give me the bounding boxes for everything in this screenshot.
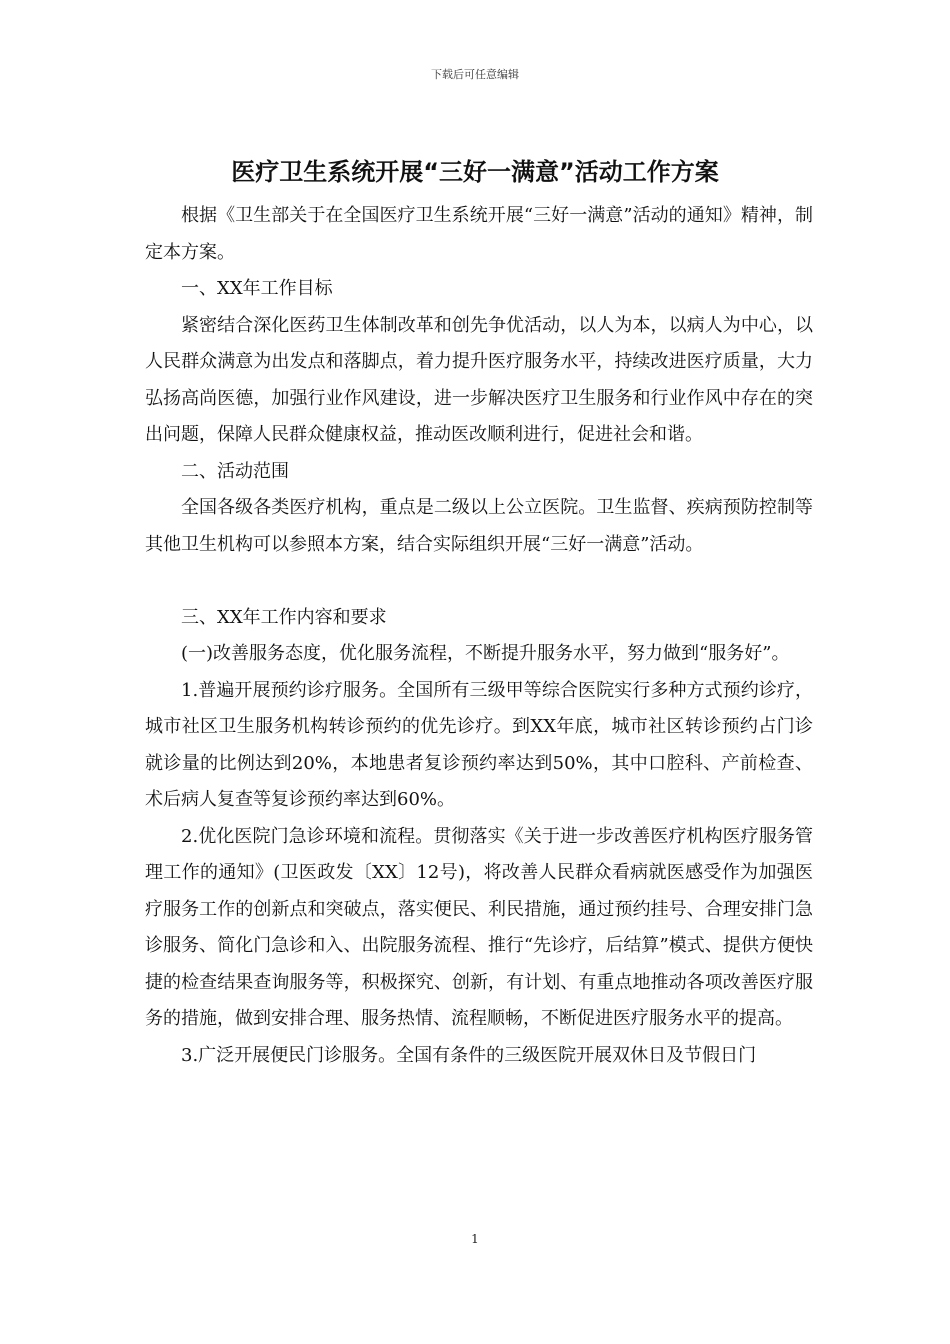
header-note: 下载后可任意编辑 — [431, 68, 519, 81]
paragraph-goals: 紧密结合深化医药卫生体制改革和创先争优活动，以人为本，以病人为中心，以人民群众满意为出发点和落脚点，着力提升医疗服务水平，持续改进医疗质量，大力弘扬高尚医德，加强行业作风建设，进一步解决医疗卫生服务和行业作风中存在的突出问题，保障人民群众健康权益，推动医改顺利进行，促进社会和谐。 — [145, 314, 813, 445]
paragraph-intro: 根据《卫生部关于在全国医疗卫生系统开展“三好一满意”活动的通知》精神，制定本方案。 — [145, 205, 813, 263]
subheading-service: (一)改善服务态度，优化服务流程，不断提升服务水平，努力做到“服务好”。 — [181, 643, 790, 664]
page-number: 1 — [471, 1232, 479, 1246]
heading-scope: 二、活动范围 — [181, 460, 289, 482]
heading-goals: 一、XX年工作目标 — [181, 278, 333, 299]
paragraph-scope: 全国各级各类医疗机构，重点是二级以上公立医院。卫生监督、疾病预防控制等其他卫生机构可以参照本方案，结合实际组织开展“三好一满意”活动。 — [145, 497, 813, 555]
heading-content: 三、XX年工作内容和要求 — [181, 606, 387, 628]
paragraph-item-2: 2.优化医院门急诊环境和流程。贯彻落实《关于进一步改善医疗机构医疗服务管理工作的通知》(卫医政发〔XX〕12号)，将改善人民群众看病就医感受作为加强医疗服务工作的创新点和突破点，落实便民、利民措施，通过预约挂号、合理安排门急诊服务、简化门急诊和入、出院服务流程、推行“先诊疗，后结算”模式、提供方便快捷的检查结果查询服务等，积极探究、创新，有计划、有重点地推动各项改善医疗服务的措施，做到安排合理、服务热情、流程顺畅，不断促进医疗服务水平的提高。 — [145, 825, 813, 1029]
paragraph-item-3: 3.广泛开展便民门诊服务。全国有条件的三级医院开展双休日及节假日门 — [181, 1044, 757, 1066]
paragraph-spacer — [145, 563, 813, 600]
document-body — [145, 198, 813, 1074]
document-title: 医疗卫生系统开展“三好一满意”活动工作方案 — [231, 158, 719, 186]
paragraph-item-1: 1.普遍开展预约诊疗服务。全国所有三级甲等综合医院实行多种方式预约诊疗，城市社区卫生服务机构转诊预约的优先诊疗。到XX年底，城市社区转诊预约占门诊就诊量的比例达到20%，本地患者复诊预约率达到50%，其中口腔科、产前检查、术后病人复查等复诊预约率达到60%。 — [145, 679, 813, 810]
